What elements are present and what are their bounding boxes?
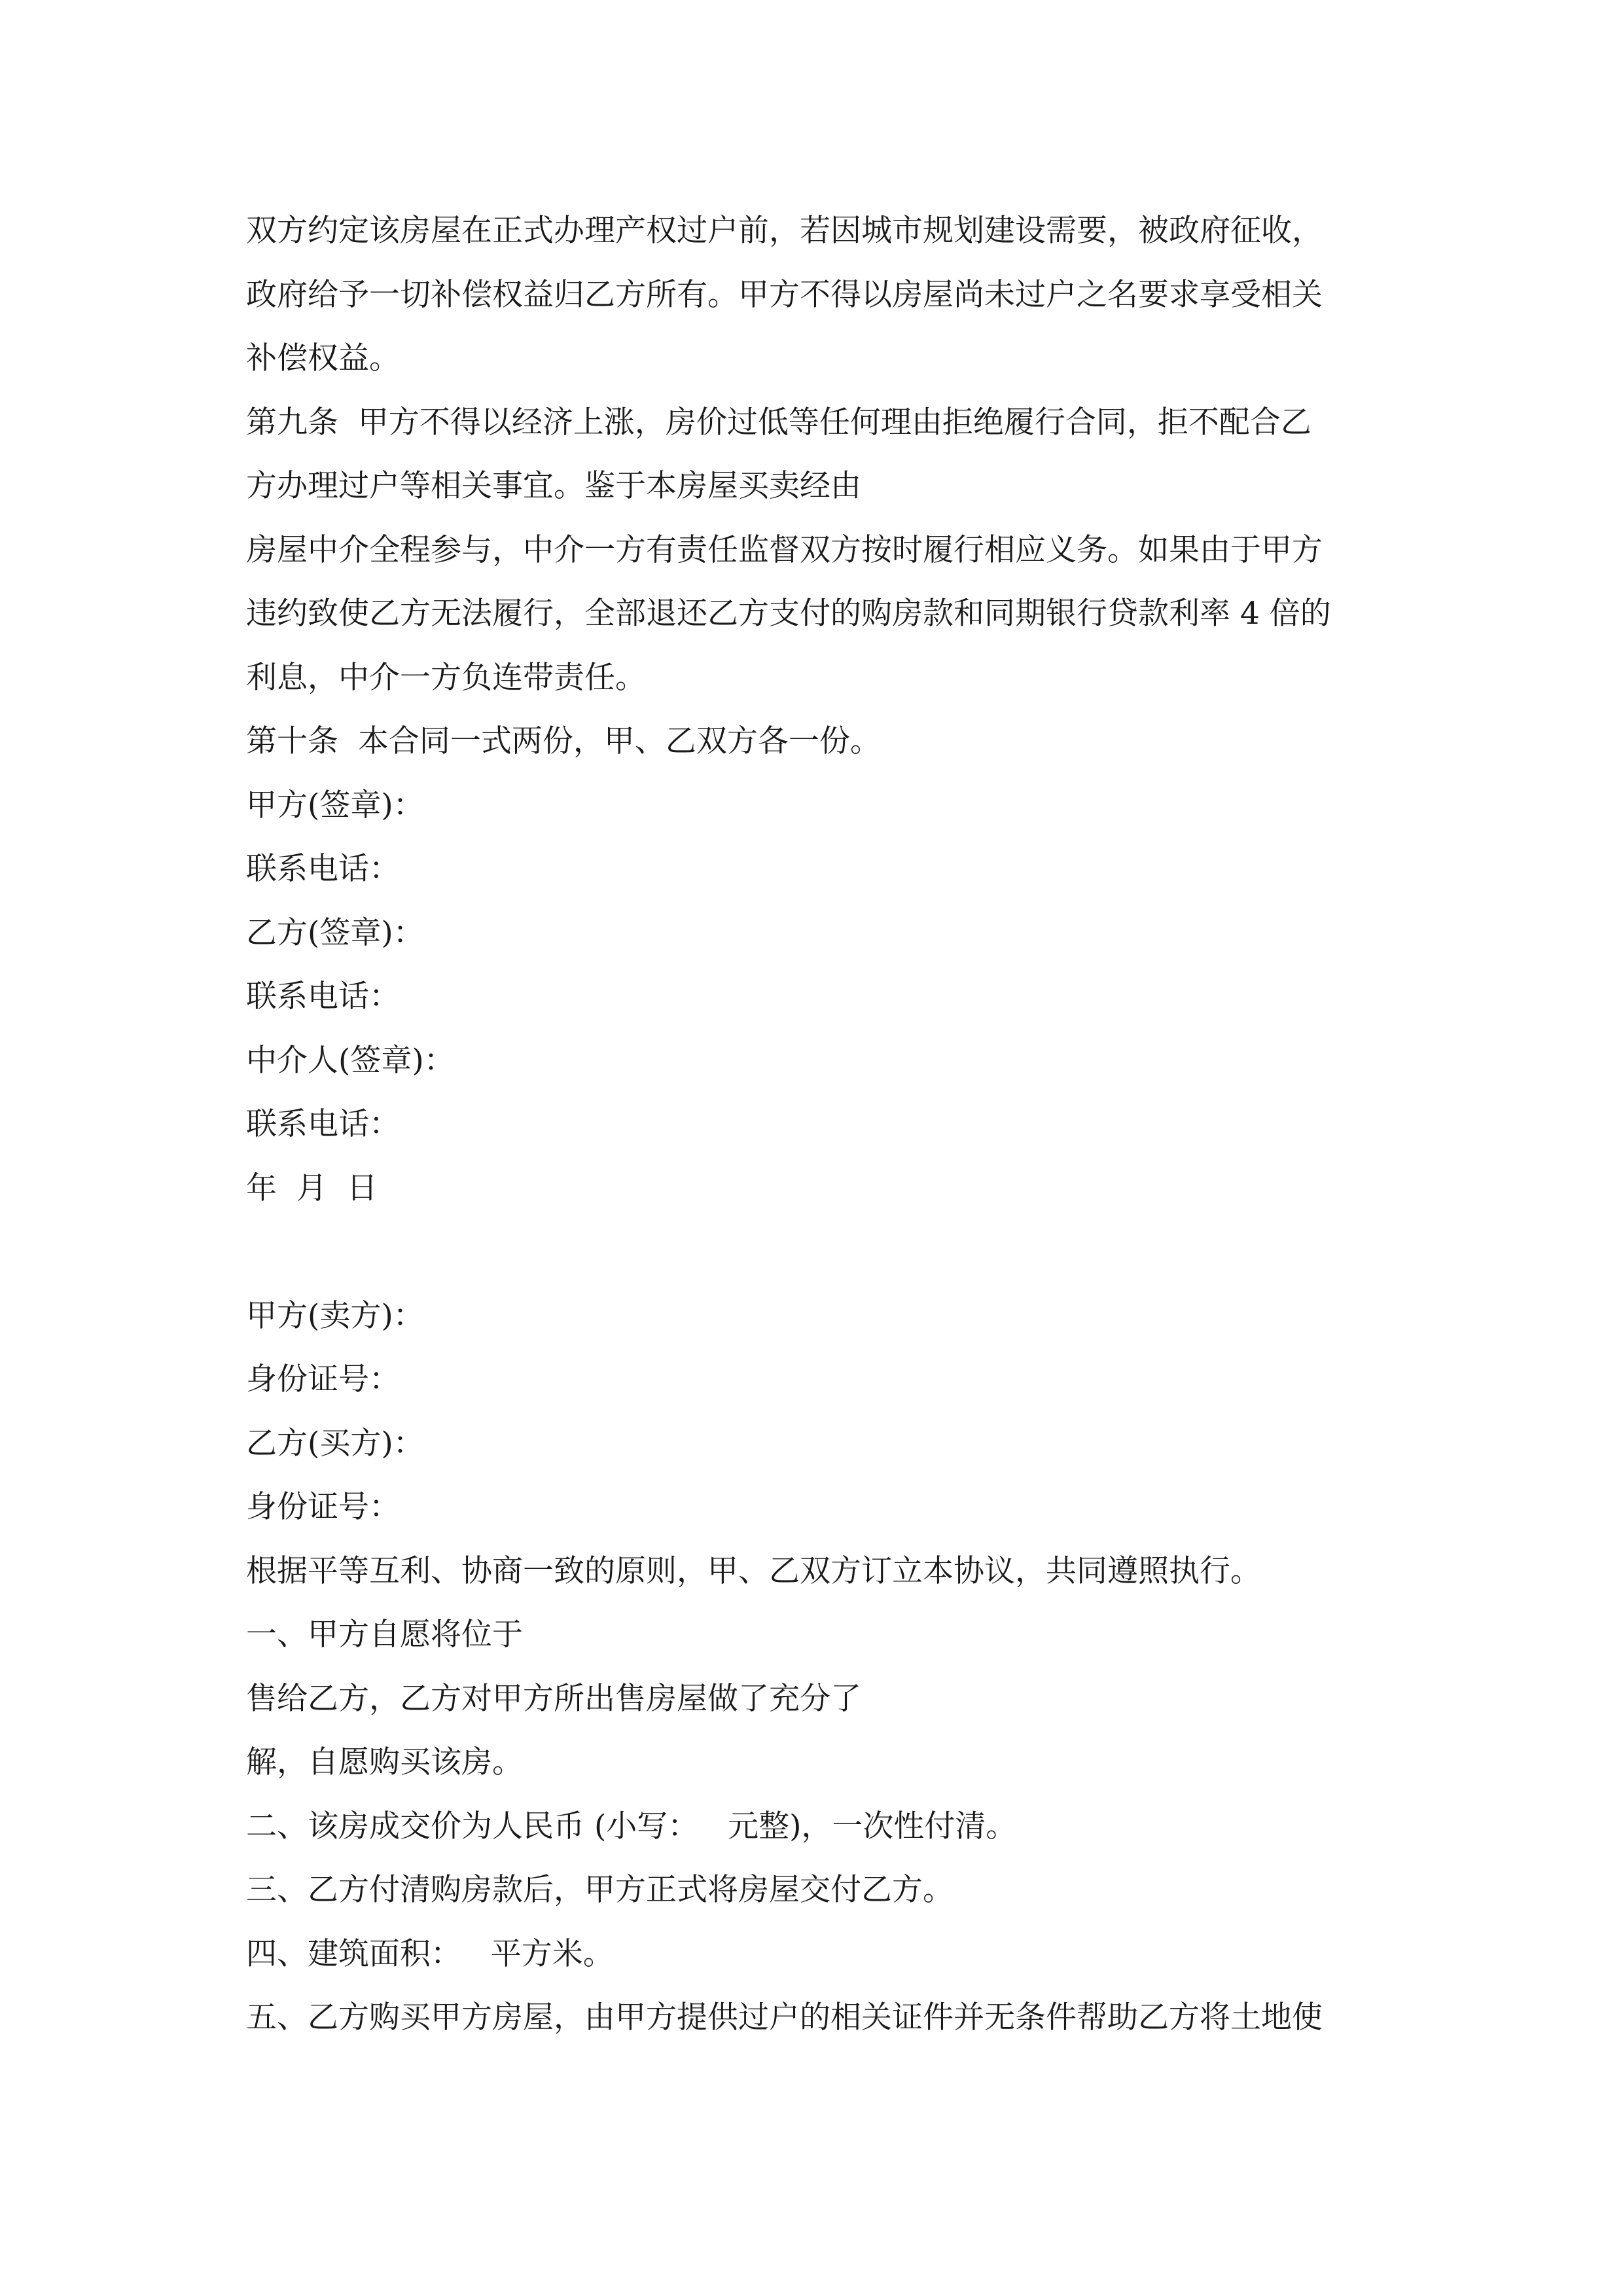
paragraph-line: 双方约定该房屋在正式办理产权过户前，若因城市规划建设需要，被政府征收， [246, 213, 1323, 249]
party-b-signature-label: 乙方(签章)： [246, 914, 424, 951]
article-ten-line: 第十条 本合同一式两份，甲、乙双方各一份。 [246, 723, 881, 759]
paragraph-line: 房屋中介全程参与，中介一方有责任监督双方按时履行相应义务。如果由于甲方 [246, 531, 1323, 568]
paragraph-line: 补偿权益。 [246, 340, 400, 376]
party-a-signature-label: 甲方(签章)： [246, 787, 424, 823]
id-number-label: 身份证号： [246, 1489, 400, 1525]
clause-four-line: 四、建筑面积： 平方米。 [246, 1935, 614, 1972]
clause-five-line: 五、乙方购买甲方房屋，由甲方提供过户的相关证件并无条件帮助乙方将土地使 [246, 2000, 1323, 2036]
paragraph-line: 政府给予一切补偿权益归乙方所有。甲方不得以房屋尚未过户之名要求享受相关 [246, 276, 1323, 313]
id-number-label: 身份证号： [246, 1361, 400, 1397]
article-nine-line: 第九条 甲方不得以经济上涨，房价过低等任何理由拒绝履行合同，拒不配合乙 [246, 404, 1311, 440]
contact-phone-label: 联系电话： [246, 851, 400, 887]
party-a-seller-label: 甲方(卖方)： [246, 1297, 424, 1334]
contact-phone-label: 联系电话： [246, 978, 400, 1014]
party-b-buyer-label: 乙方(买方)： [246, 1425, 424, 1462]
date-line: 年 月 日 [246, 1170, 378, 1206]
preamble-line: 根据平等互利、协商一致的原则，甲、乙双方订立本协议，共同遵照执行。 [246, 1552, 1261, 1589]
clause-one-line: 一、甲方自愿将位于 [246, 1617, 523, 1653]
agent-signature-label: 中介人(签章)： [246, 1042, 455, 1079]
section-gap [246, 1220, 1385, 1284]
paragraph-line: 售给乙方，乙方对甲方所出售房屋做了充分了 [246, 1680, 861, 1717]
paragraph-line: 利息，中介一方负连带责任。 [246, 659, 646, 696]
clause-two-line: 二、该房成交价为人民币 (小写： 元整)，一次性付清。 [246, 1808, 1017, 1844]
paragraph-line: 解，自愿购买该房。 [246, 1744, 523, 1780]
contract-text [246, 199, 1385, 2050]
contact-phone-label: 联系电话： [246, 1106, 400, 1142]
paragraph-line: 方办理过户等相关事宜。鉴于本房屋买卖经由 [246, 468, 861, 504]
paragraph-line: 违约致使乙方无法履行，全部退还乙方支付的购房款和同期银行贷款利率 4 倍的 [246, 596, 1331, 632]
clause-three-line: 三、乙方付清购房款后，甲方正式将房屋交付乙方。 [246, 1872, 954, 1908]
